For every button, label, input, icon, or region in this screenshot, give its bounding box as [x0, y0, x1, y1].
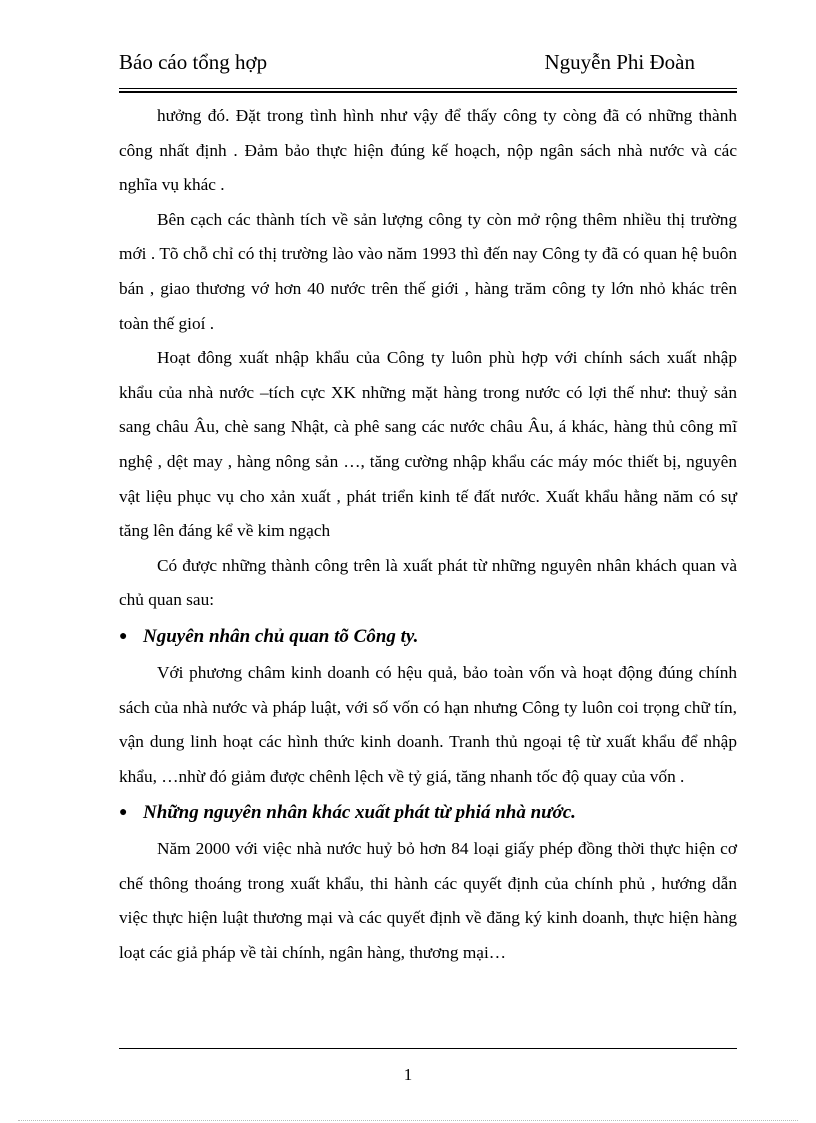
- paragraph: Bên cạch các thành tích về sản lượng công ty còn mở rộng thêm nhiều thị trường mới . Tõ chỗ chỉ có thị trường lào vào năm 1993 thì đến nay Công ty đã có quan hệ buôn bán , giao thương vớ hơn 40 nước trên thế giới , hàng trăm công ty lớn nhỏ khác trên toàn thế gioí .: [119, 209, 737, 333]
- page-number: 1: [403, 1065, 413, 1084]
- paragraph: hưởng đó. Đặt trong tình hình như vậy để thấy công ty còng đã có những thành công nhất định . Đảm bảo thực hiện đúng kế hoạch, nộp ngân sách nhà nước và các nghĩa vụ khác .: [119, 106, 737, 195]
- paragraph: Có được những thành công trên là xuất phát từ những nguyên nhân khách quan và chủ quan sau:: [119, 555, 737, 610]
- header-author: Nguyễn Phi Đoàn: [544, 50, 695, 74]
- bullet-icon: ●: [119, 628, 128, 644]
- page-header: [119, 50, 695, 80]
- page-edge-divider: [18, 1120, 798, 1121]
- paragraph: Hoạt đông xuất nhập khẩu của Công ty luôn phù hợp với chính sách xuất nhập khẩu của nhà nước –tích cực XK những mặt hàng trong nước có lợi thế như: thuỷ sản sang châu Âu, chè sang Nhật, cà phê sang các nước châu Âu, á khác, hàng thủ công mĩ nghệ , dệt may , hàng nông sản …, tăng cường nhập khẩu các máy móc thiết bị, nguyên vật liệu phục vụ cho xản xuất , phát triển kinh tế đất nước. Xuất khẩu hằng năm có sự tăng lên đáng kể về kim ngạch: [119, 348, 737, 541]
- section-heading: [119, 618, 737, 656]
- bullet-icon: ●: [119, 805, 128, 821]
- header-rule-thin: [119, 88, 737, 89]
- section-heading-text: Nguyên nhân chủ quan tõ Công ty.: [143, 625, 419, 647]
- document-body: [119, 99, 737, 971]
- paragraph: Năm 2000 với việc nhà nước huỷ bỏ hơn 84 loại giấy phép đồng thời thực hiện cơ chế thông thoáng trong xuất khẩu, thi hành các quyết định của chính phủ , hướng dẫn việc thực hiện luật thương mại và các quyết định về đăng ký kinh doanh, thực hiện hàng loạt các giả pháp về tài chính, ngân hàng, thương mại…: [119, 839, 737, 963]
- header-title: Báo cáo tổng hợp: [119, 50, 268, 74]
- section-heading-text: Những nguyên nhân khác xuất phát từ phiá nhà nước.: [143, 802, 576, 824]
- section-heading: [119, 794, 737, 832]
- paragraph: Với phương châm kinh doanh có hệu quả, bảo toàn vốn và hoạt động đúng chính sách của nhà nước và pháp luật, với số vốn có hạn nhưng Công ty luôn coi trọng chữ tín, vận dung linh hoạt các hình thức kinh doanh. Tranh thủ ngoại tệ từ xuất khẩu để nhập khẩu, …nhừ đó giảm được chênh lệch về tỷ giá, tăng nhanh tốc độ quay của vốn .: [119, 662, 737, 786]
- footer-rule: [119, 1048, 737, 1049]
- header-rule-thick: [119, 91, 737, 93]
